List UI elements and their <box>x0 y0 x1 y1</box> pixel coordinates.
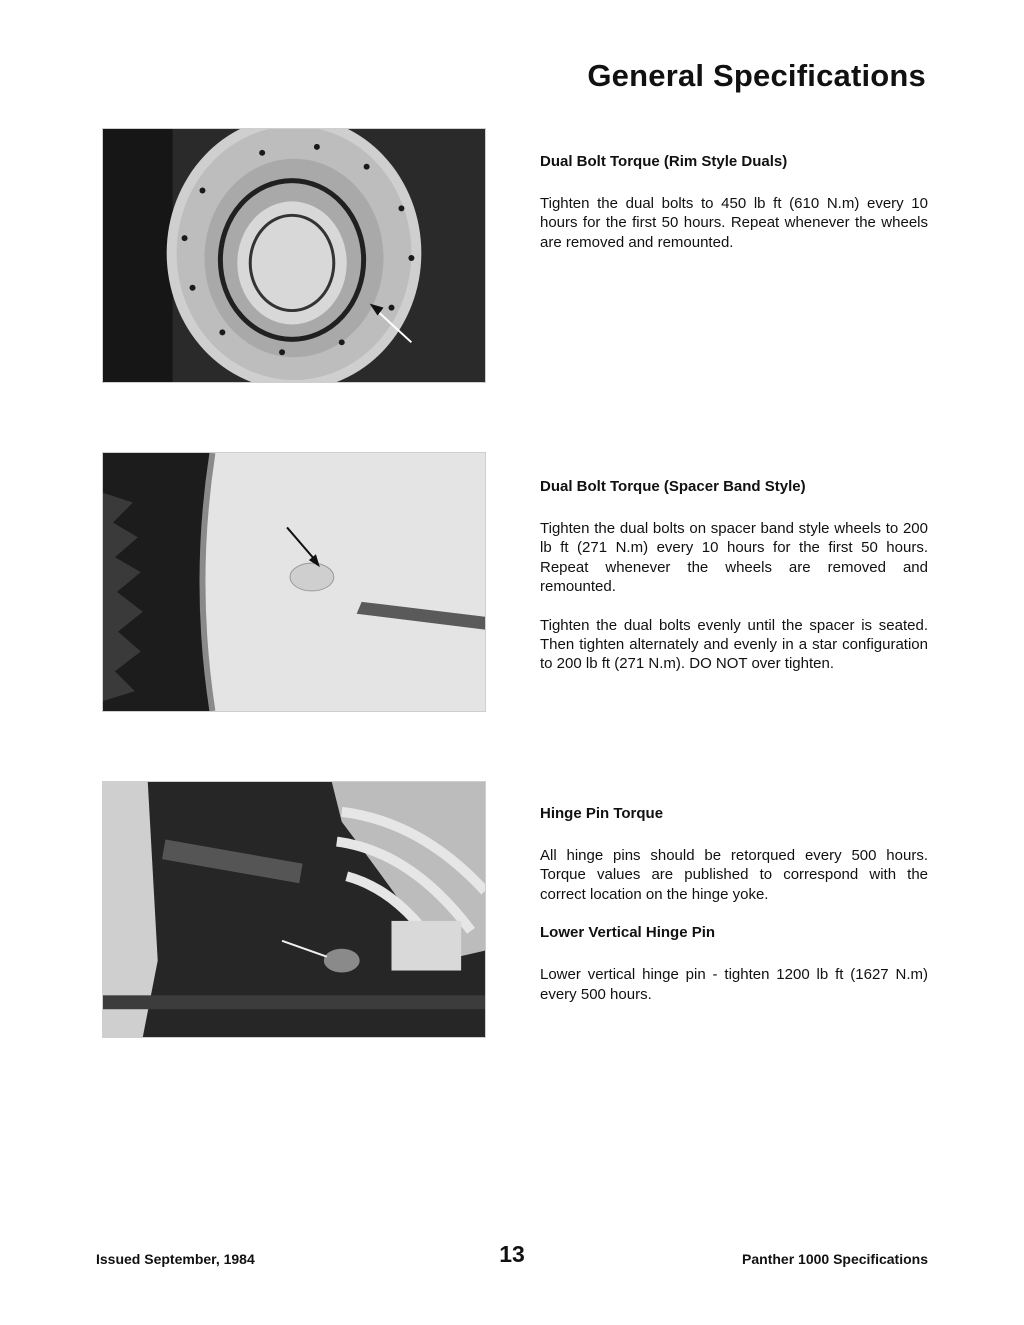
section-subheading: Lower Vertical Hinge Pin <box>540 924 716 942</box>
section-paragraph: All hinge pins should be retorqued every 500 hours. Torque values are published to correspond with the correct location on the hinge yoke. <box>540 847 928 903</box>
section-paragraph: Tighten the dual bolts evenly until the spacer is seated. Then tighten alternately and evenly in a star configuration to 200 lb ft (271 N.m). DO NOT over tighten. <box>540 616 928 673</box>
hinge-pin-photo <box>102 781 486 1038</box>
section-paragraph: Tighten the dual bolts on spacer band style wheels to 200 lb ft (271 N.m) every 10 hours for the first 50 hours. Repeat whenever the wheels are removed and remounted. <box>540 520 928 596</box>
section-heading: Hinge Pin Torque <box>540 805 664 822</box>
section-paragraph: Lower vertical hinge pin - tighten 1200 lb ft (1627 N.m) every 500 hours. <box>540 966 928 1003</box>
page-footer <box>96 1241 928 1271</box>
page-number: 13 <box>499 1241 525 1267</box>
section-heading: Dual Bolt Torque (Rim Style Duals) <box>540 153 788 170</box>
section-paragraph: Tighten the dual bolts to 450 lb ft (610 N.m) every 10 hours for the first 50 hours. Repeat whenever the wheels are removed and remounted. <box>540 195 928 251</box>
section-hinge-pin-torque <box>540 804 928 1023</box>
rim-style-dual-photo <box>102 128 486 383</box>
section-spacer-band-style <box>540 477 928 693</box>
issue-date: Issued September, 1984 <box>96 1251 255 1267</box>
section-heading: Dual Bolt Torque (Spacer Band Style) <box>540 478 806 495</box>
page-title: General Specifications <box>587 58 926 93</box>
spacer-band-photo <box>102 452 486 712</box>
document-name: Panther 1000 Specifications <box>742 1251 928 1267</box>
section-rim-style-duals <box>540 152 928 271</box>
